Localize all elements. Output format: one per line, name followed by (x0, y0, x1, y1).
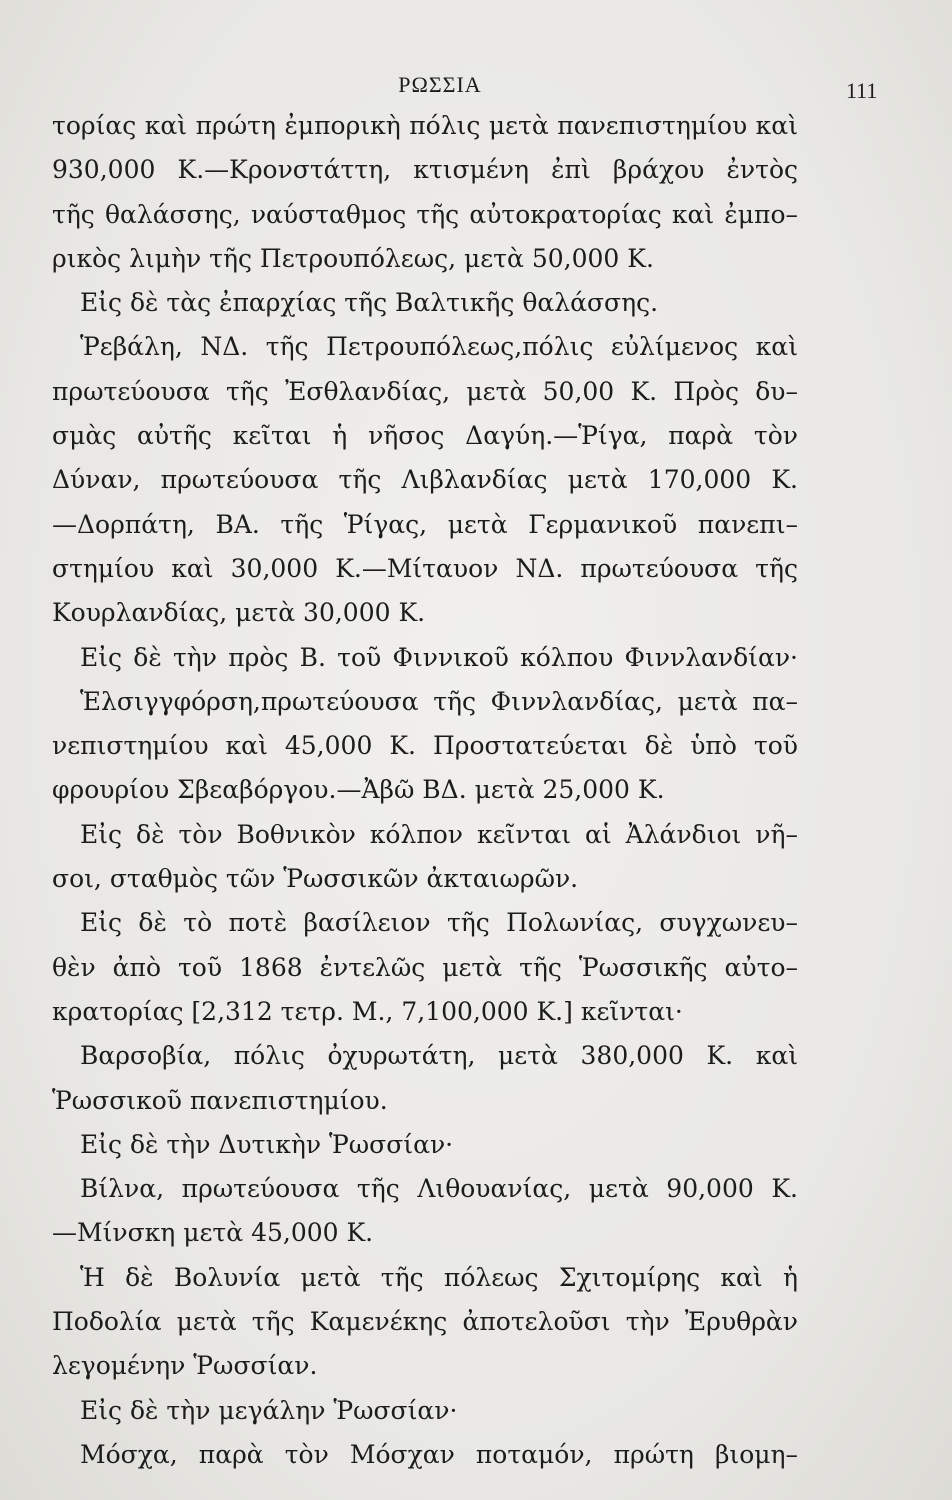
text-line: πρωτεύουσα τῆς Ἐσθλανδίας, μετὰ 50,00 Κ. Πρὸς δυ– (52, 376, 798, 406)
text-line: Ῥεβάλη, ΝΔ. τῆς Πετρουπόλεως,πόλις εὐλίμενος καὶ (80, 332, 798, 362)
text-line: Ἑλσιγγφόρση,πρωτεύουσα τῆς Φιννλανδίας, μετὰ πα– (80, 686, 798, 716)
text-line: Βαρσοβία, πόλις ὀχυρωτάτη, μετὰ 380,000 Κ. καὶ (80, 1041, 798, 1071)
text-line: Βίλνα, πρωτεύουσα τῆς Λιθουανίας, μετὰ 90,000 Κ. (80, 1174, 798, 1204)
text-line: Εἰς δὲ τὴν Δυτικὴν Ῥωσσίαν· (80, 1129, 454, 1159)
text-line: Εἰς δὲ τὰς ἐπαρχίας τῆς Βαλτικῆς θαλάσσης. (80, 288, 659, 318)
text-line: —Μίνσκη μετὰ 45,000 Κ. (52, 1218, 374, 1248)
text-line: —Δορπάτη, ΒΑ. τῆς Ῥίγας, μετὰ Γερμανικοῦ πανεπι– (52, 509, 798, 539)
text-line: κρατορίας [2,312 τετρ. Μ., 7,100,000 Κ.] κεῖνται· (52, 996, 683, 1026)
text-line: τορίας καὶ πρώτη ἐμπορικὴ πόλις μετὰ πανεπιστημίου καὶ (52, 111, 798, 140)
running-head: ΡΩΣΣΙΑ (398, 72, 482, 97)
text-line: στημίου καὶ 30,000 Κ.—Μίταυον ΝΔ. πρωτεύουσα τῆς (52, 553, 798, 583)
text-line: Ῥωσσικοῦ πανεπιστημίου. (52, 1085, 388, 1115)
text-line: Δύναν, πρωτεύουσα τῆς Λιβλανδίας μετὰ 170,000 Κ. (52, 465, 798, 495)
text-line: φρουρίου Σβεαβόργου.—Ἀβῶ ΒΔ. μετὰ 25,000 Κ. (52, 775, 665, 805)
text-line: Ἡ δὲ Βολυνία μετὰ τῆς πόλεως Σχιτομίρης καὶ ἡ (80, 1262, 798, 1292)
page-header (0, 68, 952, 102)
text-line: Μόσχα, παρὰ τὸν Μόσχαν ποταμόν, πρώτη βιομη– (80, 1439, 798, 1469)
text-line: σοι, σταθμὸς τῶν Ῥωσσικῶν ἀκταιωρῶν. (52, 864, 579, 894)
text-line: ρικὸς λιμὴν τῆς Πετρουπόλεως, μετὰ 50,000 Κ. (52, 243, 654, 273)
text-line: νεπιστημίου καὶ 45,000 Κ. Προστατεύεται δὲ ὑπὸ τοῦ (52, 731, 798, 761)
page-number: 111 (846, 78, 878, 103)
text-line: Εἰς δὲ τὸν Βοθνικὸν κόλπον κεῖνται αἱ Ἀλάνδιοι νῆ– (80, 819, 798, 849)
body-text (52, 104, 798, 1477)
text-line: λεγομένην Ῥωσσίαν. (52, 1351, 318, 1381)
text-line: Κουρλανδίας, μετὰ 30,000 Κ. (52, 598, 426, 628)
text-line: Ποδολία μετὰ τῆς Καμενέκης ἀποτελοῦσι τὴν Ἐρυθρὰν (52, 1307, 798, 1337)
text-line: σμὰς αὐτῆς κεῖται ἡ νῆσος Δαγύη.—Ῥίγα, παρὰ τὸν (52, 421, 798, 451)
text-line: θὲν ἀπὸ τοῦ 1868 ἐντελῶς μετὰ τῆς Ῥωσσικῆς αὐτο– (52, 952, 798, 982)
text-line: τῆς θαλάσσης, ναύσταθμος τῆς αὐτοκρατορίας καὶ ἐμπο– (52, 199, 798, 229)
text-line: 930,000 Κ.—Κρονστάττη, κτισμένη ἐπὶ βράχου ἐντὸς (52, 155, 798, 185)
text-line: Εἰς δὲ τὴν μεγάλην Ῥωσσίαν· (80, 1395, 458, 1425)
text-line: Εἰς δὲ τὴν πρὸς Β. τοῦ Φιννικοῦ κόλπου Φιννλανδίαν· (80, 642, 798, 672)
text-line: Εἰς δὲ τὸ ποτὲ βασίλειον τῆς Πολωνίας, συγχωνευ– (80, 908, 798, 938)
